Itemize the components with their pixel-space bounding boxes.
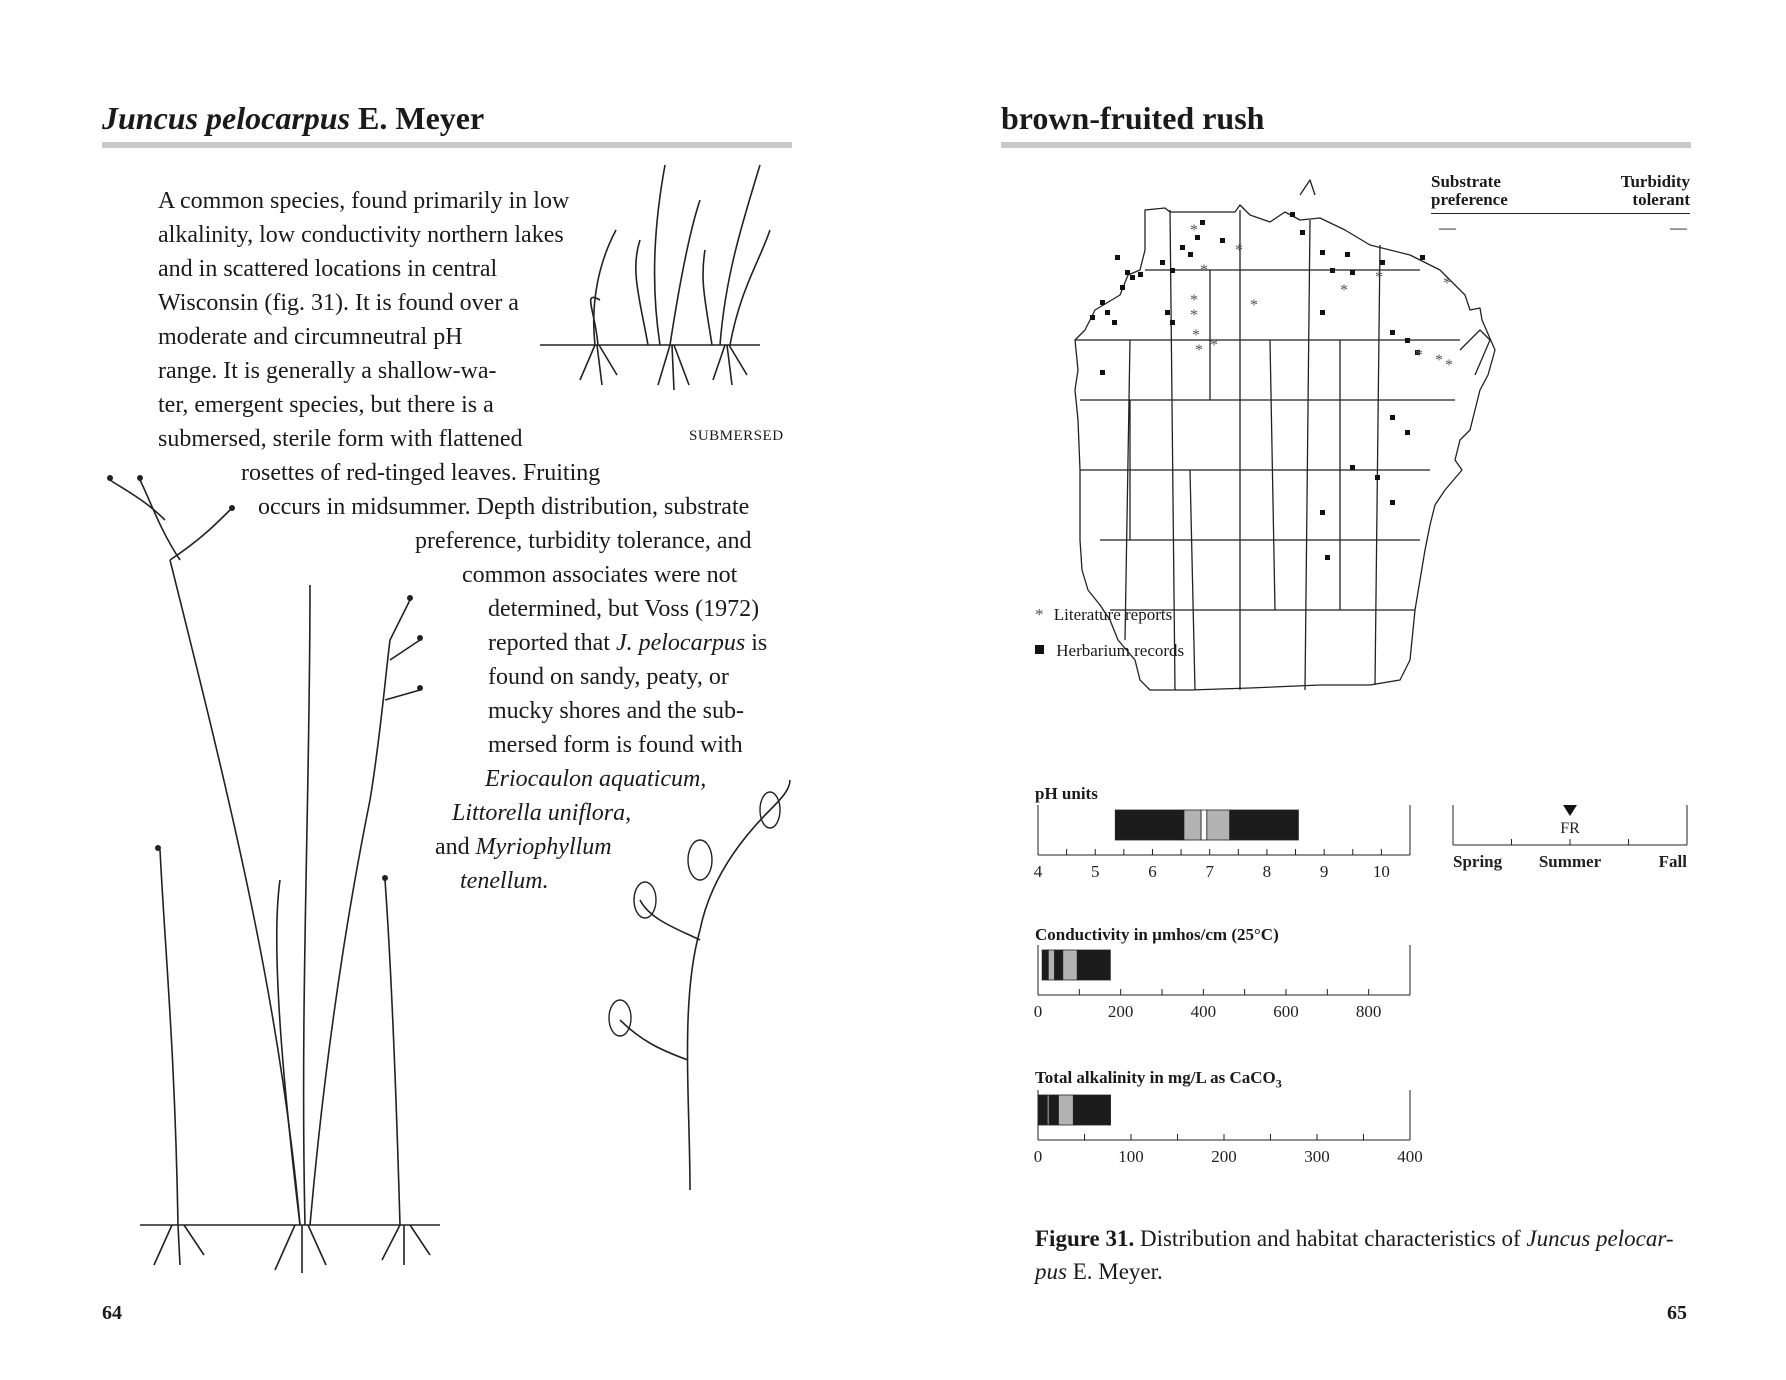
- svg-text:*: *: [1250, 297, 1258, 314]
- herbarium-points: [1090, 212, 1425, 560]
- alkalinity-chart: [1030, 1090, 1423, 1170]
- ph-chart: [1030, 805, 1420, 885]
- tick-label-6: 6: [1148, 862, 1157, 881]
- svg-text:*: *: [1415, 347, 1423, 364]
- wisconsin-distribution-map: [1070, 160, 1670, 760]
- range-segment-4: [1073, 1095, 1110, 1125]
- species-author: E. Meyer: [358, 100, 485, 136]
- body-line-13: determined, but Voss (1972): [488, 596, 760, 622]
- tick-label-0: 0: [1033, 1147, 1043, 1166]
- body-line-1: A common species, found primarily in low: [158, 188, 570, 214]
- tick-label-600: 600: [1273, 1002, 1299, 1021]
- svg-text:*: *: [1375, 269, 1383, 286]
- associate-species-3-name: Myriophyllum: [475, 834, 612, 860]
- tick-label-100: 100: [1118, 1147, 1144, 1166]
- range-segment-1: [1184, 810, 1201, 840]
- tick-label-800: 800: [1355, 1002, 1382, 1021]
- literature-points: [1190, 222, 1453, 374]
- right-page-title: brown-fruited rush: [1001, 100, 1265, 136]
- plant-illustration: [0, 0, 800, 1300]
- body-line-11: preference, turbidity tolerance, and: [415, 528, 752, 554]
- body-line-5: moderate and circumneutral pH: [158, 324, 463, 350]
- square-icon: [1035, 645, 1044, 654]
- fruiting-marker: [1563, 805, 1577, 816]
- ph-chart-title: pH units: [1035, 784, 1098, 803]
- tick-label-8: 8: [1262, 862, 1272, 881]
- conductivity-chart: [1030, 945, 1420, 1025]
- svg-text:*: *: [1445, 357, 1453, 374]
- legend-herbarium-label: Herbarium records: [1056, 641, 1185, 660]
- caption-text: Distribution and habitat characteristics of: [1139, 1226, 1521, 1251]
- svg-text:*: *: [1235, 242, 1243, 259]
- tick-label-5: 5: [1090, 862, 1100, 881]
- range-segment-3: [1063, 950, 1077, 980]
- body-line-9: rosettes of red-tinged leaves. Fruiting: [241, 460, 601, 486]
- body-line-12: common associates were not: [462, 562, 738, 588]
- body-line-7: ter, emergent species, but there is a: [158, 392, 494, 418]
- tick-label-200: 200: [1107, 1002, 1134, 1021]
- tick-label-10: 10: [1372, 862, 1390, 881]
- tick-label-400: 400: [1397, 1147, 1423, 1166]
- body-line-14-text: reported that: [488, 630, 610, 656]
- body-line-10: occurs in midsummer. Depth distribution, substrate: [258, 494, 750, 520]
- season-label-fall: Fall: [1658, 852, 1687, 871]
- svg-text:*: *: [1200, 262, 1208, 279]
- tick-label-200: 200: [1211, 1147, 1237, 1166]
- species-name: Juncus pelocarpus: [102, 100, 351, 136]
- body-line-14-italic: J. pelocarpus: [615, 630, 746, 656]
- range-segment-1: [1048, 950, 1054, 980]
- caption-italic-2: pus: [1035, 1259, 1067, 1284]
- svg-text:*: *: [1190, 307, 1198, 324]
- alkalinity-title-sub: 3: [1275, 1076, 1282, 1091]
- substrate-header-line-2: preference: [1431, 190, 1508, 209]
- svg-text:*: *: [1443, 275, 1451, 292]
- season-label-spring: Spring: [1453, 852, 1503, 871]
- alkalinity-chart-title: [1035, 1068, 1282, 1091]
- phenology-chart: [1445, 800, 1695, 885]
- fruiting-label: FR: [1560, 820, 1580, 837]
- legend-literature: [1035, 605, 1172, 625]
- body-line-4: Wisconsin (fig. 31). It is found over a: [158, 290, 519, 316]
- alkalinity-title-text: Total alkalinity in mg/L as CaCO: [1035, 1068, 1276, 1087]
- range-segment-0: [1038, 1095, 1047, 1125]
- svg-text:*: *: [1190, 292, 1198, 309]
- caption-tail: E. Meyer.: [1072, 1259, 1163, 1284]
- body-line-16: mucky shores and the sub-: [488, 698, 744, 724]
- range-segment-2: [1201, 810, 1207, 840]
- svg-text:*: *: [1192, 327, 1200, 344]
- page-number-left: 64: [102, 1302, 122, 1324]
- tick-label-9: 9: [1319, 862, 1329, 881]
- conductivity-chart-title: Conductivity in µmhos/cm (25°C): [1035, 925, 1279, 944]
- tick-label-4: 4: [1033, 862, 1043, 881]
- tick-label-0: 0: [1033, 1002, 1043, 1021]
- range-segment-0: [1042, 950, 1048, 980]
- substrate-value: —: [1439, 218, 1456, 237]
- range-segment-0: [1115, 810, 1184, 840]
- svg-text:*: *: [1195, 342, 1203, 359]
- caption-italic-1: Juncus pelocar-: [1526, 1226, 1674, 1251]
- body-line-15: found on sandy, peaty, or: [488, 664, 729, 690]
- legend-herbarium: [1035, 641, 1184, 661]
- body-line-14-tail: is: [751, 630, 768, 656]
- body-line-6: range. It is generally a shallow-wa-: [158, 358, 497, 384]
- body-line-8: submersed, sterile form with flattened: [158, 426, 523, 452]
- svg-text:*: *: [1340, 282, 1348, 299]
- range-segment-2: [1049, 1095, 1058, 1125]
- body-line-2: alkalinity, low conductivity northern lakes: [158, 222, 564, 248]
- range-segment-3: [1058, 1095, 1073, 1125]
- tick-label-400: 400: [1190, 1002, 1217, 1021]
- associate-species-1: Eriocaulon aquaticum,: [485, 766, 707, 792]
- submersed-label: SUBMERSED: [689, 428, 784, 444]
- season-label-summer: Summer: [1538, 852, 1602, 871]
- associate-and: and: [435, 834, 470, 860]
- caption-figure-label: Figure 31.: [1035, 1226, 1135, 1251]
- range-segment-3: [1207, 810, 1230, 840]
- body-line-3: and in scattered locations in central: [158, 256, 498, 282]
- range-segment-4: [1230, 810, 1299, 840]
- turbidity-header-line-1: Turbidity: [1620, 172, 1690, 191]
- figure-caption: [1035, 1222, 1695, 1288]
- page-number-right: 65: [1667, 1302, 1687, 1324]
- range-segment-2: [1055, 950, 1063, 980]
- associate-species-4: tenellum.: [460, 868, 549, 894]
- body-line-17: mersed form is found with: [488, 732, 743, 758]
- associate-species-2: Littorella uniflora,: [452, 800, 632, 826]
- right-header-rule: [1001, 142, 1691, 148]
- turbidity-value: —: [1670, 218, 1687, 237]
- svg-text:*: *: [1435, 352, 1443, 369]
- svg-text:*: *: [1190, 222, 1198, 239]
- svg-text:*: *: [1210, 337, 1218, 354]
- tick-label-300: 300: [1304, 1147, 1330, 1166]
- asterisk-icon: *: [1035, 605, 1044, 624]
- turbidity-header-line-2: tolerant: [1632, 190, 1690, 209]
- substrate-header-line-1: Substrate: [1431, 172, 1501, 191]
- tick-label-7: 7: [1205, 862, 1214, 881]
- legend-literature-label: Literature reports: [1053, 605, 1173, 624]
- range-segment-4: [1077, 950, 1110, 980]
